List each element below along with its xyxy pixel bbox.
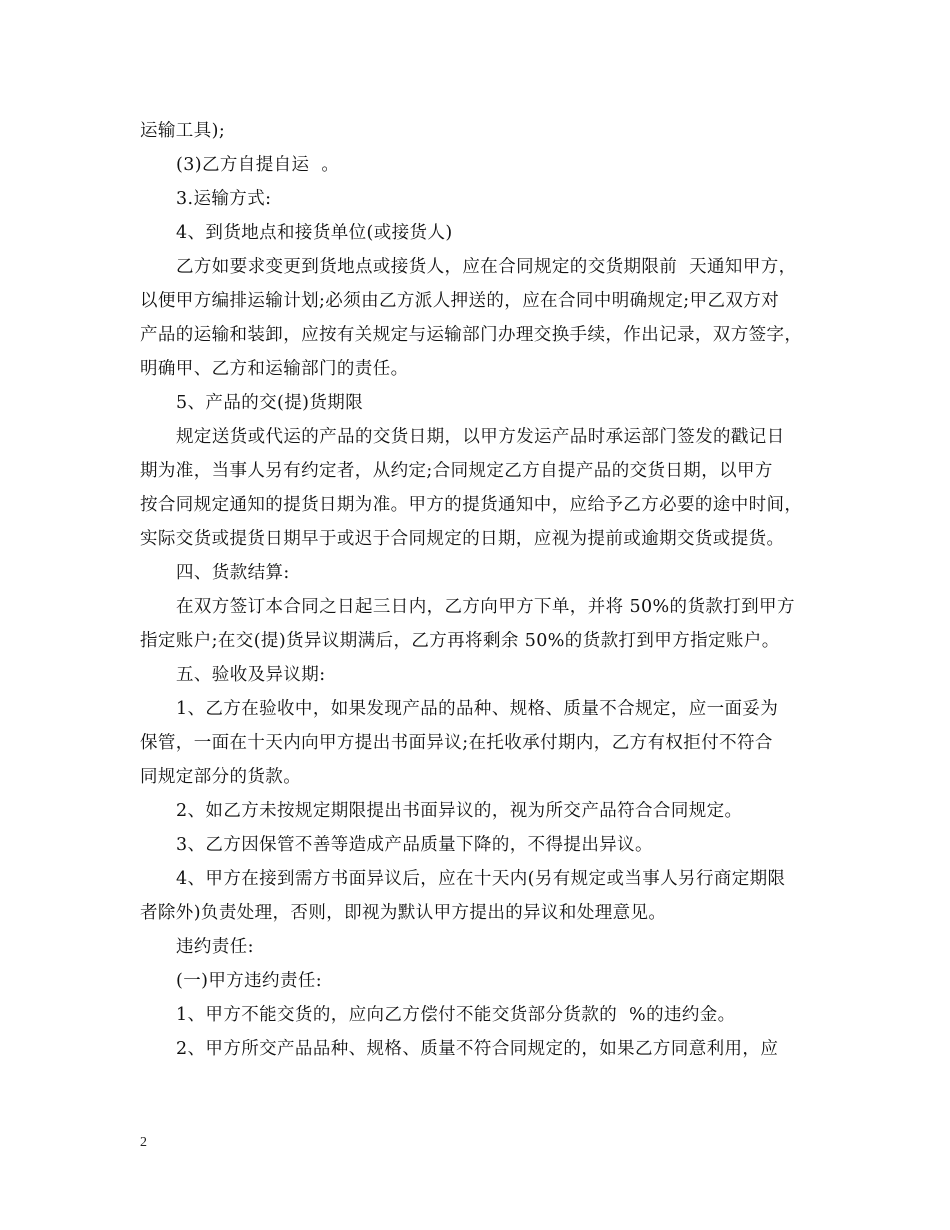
page-number: 2 [140, 1135, 147, 1150]
paragraph-line: 1、乙方在验收中，如果发现产品的品种、规格、质量不合规定，应一面妥为 [176, 699, 779, 719]
section-heading: 3.运输方式: [176, 189, 272, 209]
paragraph-line: 明确甲、乙方和运输部门的责任。 [140, 359, 409, 379]
paragraph-line: 在双方签订本合同之日起三日内，乙方向甲方下单，并将 50%的货款打到甲方 [176, 597, 795, 617]
paragraph-line: 3、乙方因保管不善等造成产品质量下降的，不得提出异议。 [176, 835, 653, 855]
paragraph-line: 同规定部分的货款。 [140, 767, 302, 787]
document-body [140, 114, 812, 1066]
paragraph-line: 4、甲方在接到需方书面异议后，应在十天内(另有规定或当事人另行商定期限 [176, 869, 786, 889]
text-line: (3)乙方自提自运 。 [176, 155, 340, 175]
paragraph-line: 1、甲方不能交货的，应向乙方偿付不能交货部分货款的 %的违约金。 [176, 1005, 736, 1025]
section-heading: 4、到货地点和接货单位(或接货人) [176, 223, 453, 243]
paragraph-line: 2、如乙方未按规定期限提出书面异议的，视为所交产品符合合同规定。 [176, 801, 743, 821]
paragraph-line: 保管，一面在十天内向甲方提出书面异议;在托收承付期内，乙方有权拒付不符合 [140, 733, 773, 753]
paragraph-line: 期为准，当事人另有约定者，从约定;合同规定乙方自提产品的交货日期，以甲方 [140, 461, 773, 481]
section-heading: 五、验收及异议期: [176, 665, 326, 685]
paragraph-line: 实际交货或提货日期早于或迟于合同规定的日期，应视为提前或逾期交货或提货。 [140, 529, 785, 549]
section-heading: 违约责任: [176, 937, 254, 957]
section-heading: 四、货款结算: [176, 563, 290, 583]
section-heading: (一)甲方违约责任: [176, 971, 323, 991]
paragraph-line: 乙方如要求变更到货地点或接货人，应在合同规定的交货期限前 天通知甲方， [176, 257, 797, 277]
paragraph-line: 规定送货或代运的产品的交货日期，以甲方发运产品时承运部门签发的戳记日 [176, 427, 785, 447]
paragraph-line: 产品的运输和装卸，应按有关规定与运输部门办理交换手续，作出记录，双方签字， [140, 325, 803, 345]
paragraph-line: 按合同规定通知的提货日期为准。甲方的提货通知中，应给予乙方必要的途中时间， [140, 495, 803, 515]
section-heading: 5、产品的交(提)货期限 [176, 393, 364, 413]
text-line: 运输工具); [140, 121, 226, 141]
paragraph-line: 以便甲方编排运输计划;必须由乙方派人押送的，应在合同中明确规定;甲乙双方对 [140, 291, 780, 311]
paragraph-line: 者除外)负责处理，否则，即视为默认甲方提出的异议和处理意见。 [140, 903, 667, 923]
paragraph-line: 2、甲方所交产品品种、规格、质量不符合同规定的，如果乙方同意利用，应 [176, 1039, 779, 1059]
paragraph-line: 指定账户;在交(提)货异议期满后，乙方再将剩余 50%的货款打到甲方指定账户。 [140, 631, 780, 651]
